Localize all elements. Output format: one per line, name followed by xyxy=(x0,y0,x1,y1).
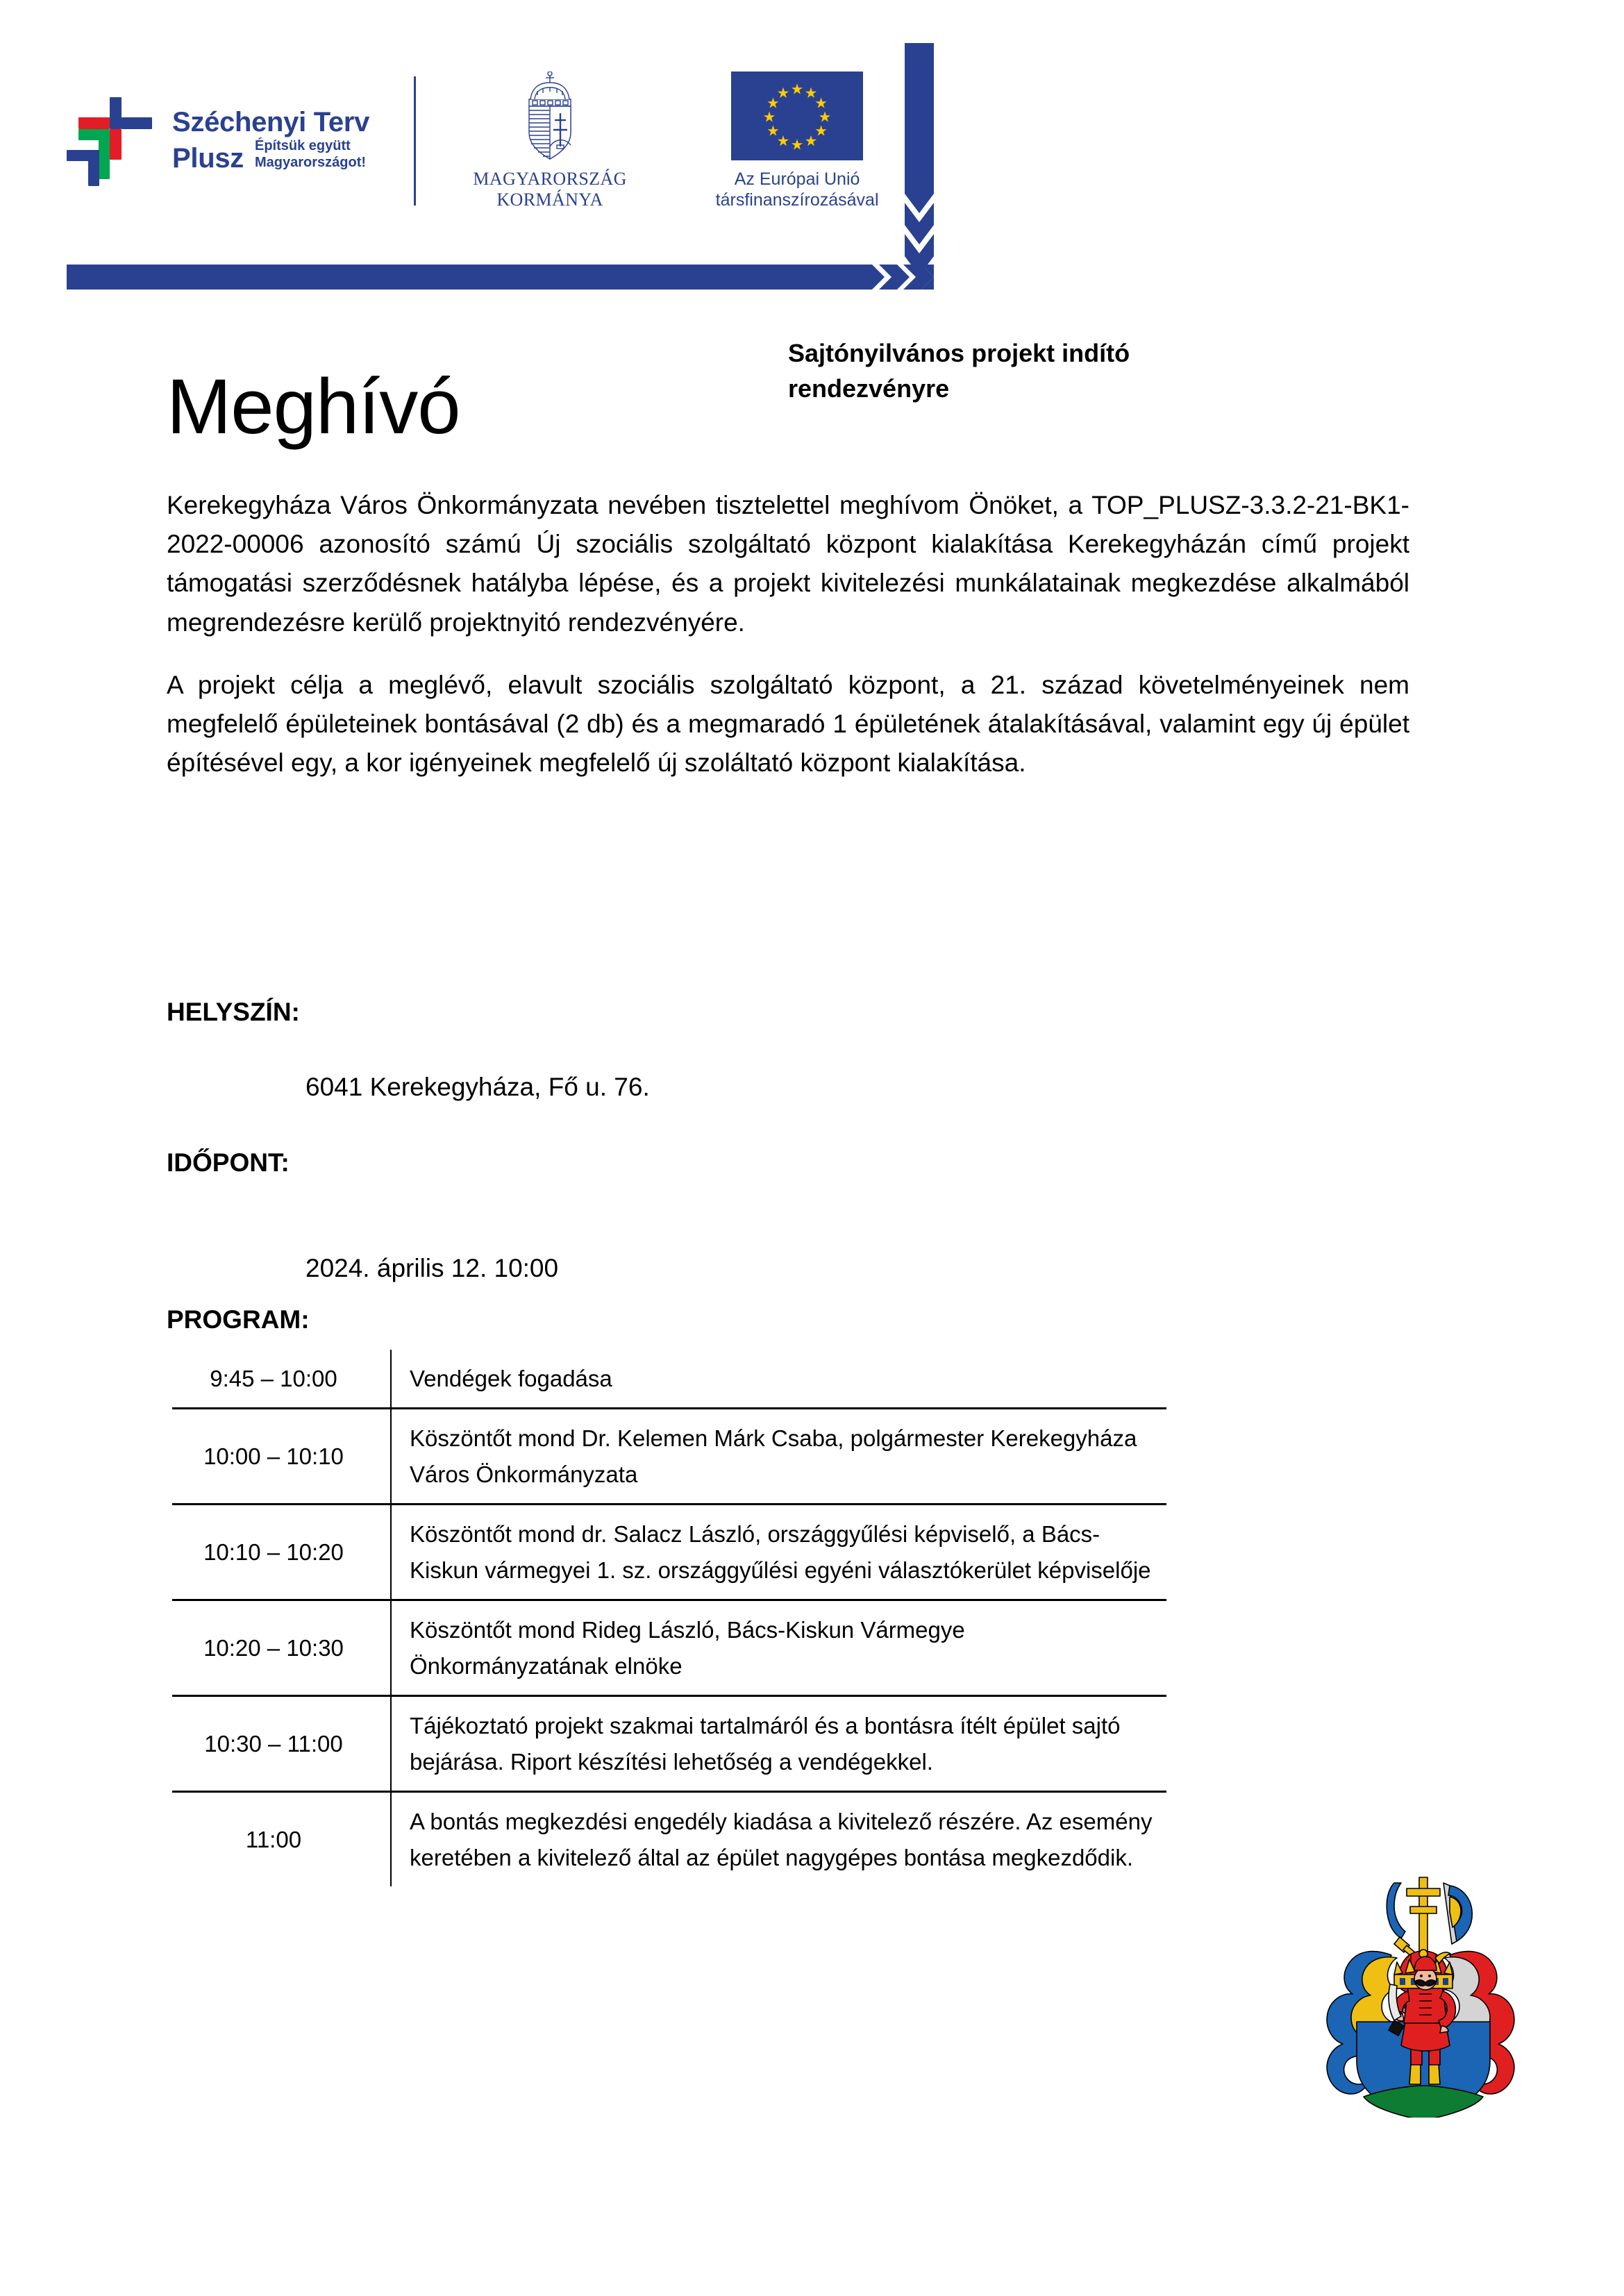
event-details xyxy=(167,993,1409,1287)
table-row xyxy=(172,1350,1166,1409)
body-text xyxy=(167,486,1409,783)
szechenyi-slogan-line2: Magyarországot! xyxy=(254,155,367,171)
title-band xyxy=(167,316,1486,451)
program-table xyxy=(172,1350,1166,1886)
program-description: Tájékoztató projekt szakmai tartalmáról és a bontásra ítélt épület sajtó bejárása. Riport készítési lehetőség a vendégekkel. xyxy=(410,1713,1121,1775)
logo-divider xyxy=(414,76,416,206)
venue-value: 6041 Kerekegyháza, Fő u. 76. xyxy=(305,1072,650,1101)
page-subtitle-line1: Sajtónyilvános projekt indító xyxy=(788,339,1130,367)
program-time: 10:20 – 10:30 xyxy=(172,1600,391,1696)
table-row xyxy=(172,1792,1166,1886)
venue-label: HELYSZÍN: xyxy=(167,998,300,1026)
program-description: A bontás megkezdési engedély kiadása a kivitelező részére. Az esemény keretében a kivitelező által az épület nagygépes bontása megkezdődik. xyxy=(410,1809,1153,1870)
program-description: Köszöntőt mond Dr. Kelemen Márk Csaba, polgármester Kerekegyháza Város Önkormányzata xyxy=(410,1425,1137,1487)
document-header xyxy=(0,0,1624,299)
chevron-down-ornament-icon xyxy=(905,43,934,290)
szechenyi-title-line1: Széchenyi Terv xyxy=(172,107,370,138)
program-time: 10:30 – 11:00 xyxy=(172,1696,391,1792)
szechenyi-cross-mark-icon xyxy=(67,96,157,186)
date-label: IDŐPONT: xyxy=(167,1148,290,1177)
date-value: 2024. április 12. 10:00 xyxy=(305,1253,559,1282)
page-subtitle-line2: rendezvényre xyxy=(788,374,950,403)
program-description: Köszöntőt mond Rideg László, Bács-Kiskun Vármegye Önkormányzatának elnöke xyxy=(410,1617,965,1679)
szechenyi-logo-text xyxy=(172,108,369,173)
program-description: Köszöntőt mond dr. Salacz László, országgyűlési képviselő, a Bács-Kiskun vármegyei 1. sz. országgyűlési egyéni választókerület képviselője xyxy=(410,1521,1151,1583)
table-row xyxy=(172,1600,1166,1696)
project-goal-paragraph: A projekt célja a meglévő, elavult szociális szolgáltató központ, a 21. század követelményeinek nem megfelelő épületeinek bontásával (2 db) és a megmaradó 1 épületének átalakításával, valamint egy új épület építésével egy, a kor igényeinek megfelelő új szoláltató központ kialakítása. xyxy=(167,670,1409,778)
table-row xyxy=(172,1409,1166,1505)
kerekegyhaza-coat-of-arms-icon xyxy=(1275,1819,1539,2118)
program-time: 10:00 – 10:10 xyxy=(172,1409,391,1505)
program-time: 11:00 xyxy=(172,1792,391,1886)
szechenyi-title-line2: Plusz xyxy=(172,143,244,174)
hungary-caption-line2: KORMÁNYA xyxy=(496,190,603,210)
chevron-right-ornament-icon xyxy=(67,265,934,290)
program-time: 9:45 – 10:00 xyxy=(172,1350,391,1409)
table-row xyxy=(172,1696,1166,1792)
szechenyi-terv-plusz-logo xyxy=(67,96,369,186)
hungary-caption-line1: MAGYARORSZÁG xyxy=(473,168,627,189)
table-row xyxy=(172,1505,1166,1600)
hungary-government-logo xyxy=(456,72,644,210)
page-subtitle xyxy=(788,335,1288,406)
eu-caption-line1: Az Európai Unió xyxy=(734,169,860,189)
szechenyi-slogan-line1: Építsük együtt xyxy=(254,137,351,153)
funding-logos-row xyxy=(67,61,912,221)
eu-flag-icon xyxy=(731,72,863,160)
european-union-logo xyxy=(683,72,912,211)
program-time: 10:10 – 10:20 xyxy=(172,1505,391,1600)
intro-paragraph: Kerekegyháza Város Önkormányzata nevében tisztelettel meghívom Önöket, a TOP_PLUSZ-3.3.2-21-BK1-2022-00006 azonosító számú Új szociális szolgáltató központ kialakítása Kerekegyházán című projekt támogatási szerződésnek hatályba lépése, és a projekt kivitelezési munkálatainak megkezdése alkalmából megrendezésre kerülő projektnyitó rendezvényére. xyxy=(167,491,1409,637)
page-title: Meghívó xyxy=(167,363,460,451)
eu-caption-line2: társfinanszírozásával xyxy=(715,190,879,210)
program-label: PROGRAM: xyxy=(167,1305,310,1334)
hungary-coat-of-arms-icon xyxy=(514,72,586,162)
program-description: Vendégek fogadása xyxy=(410,1366,612,1391)
